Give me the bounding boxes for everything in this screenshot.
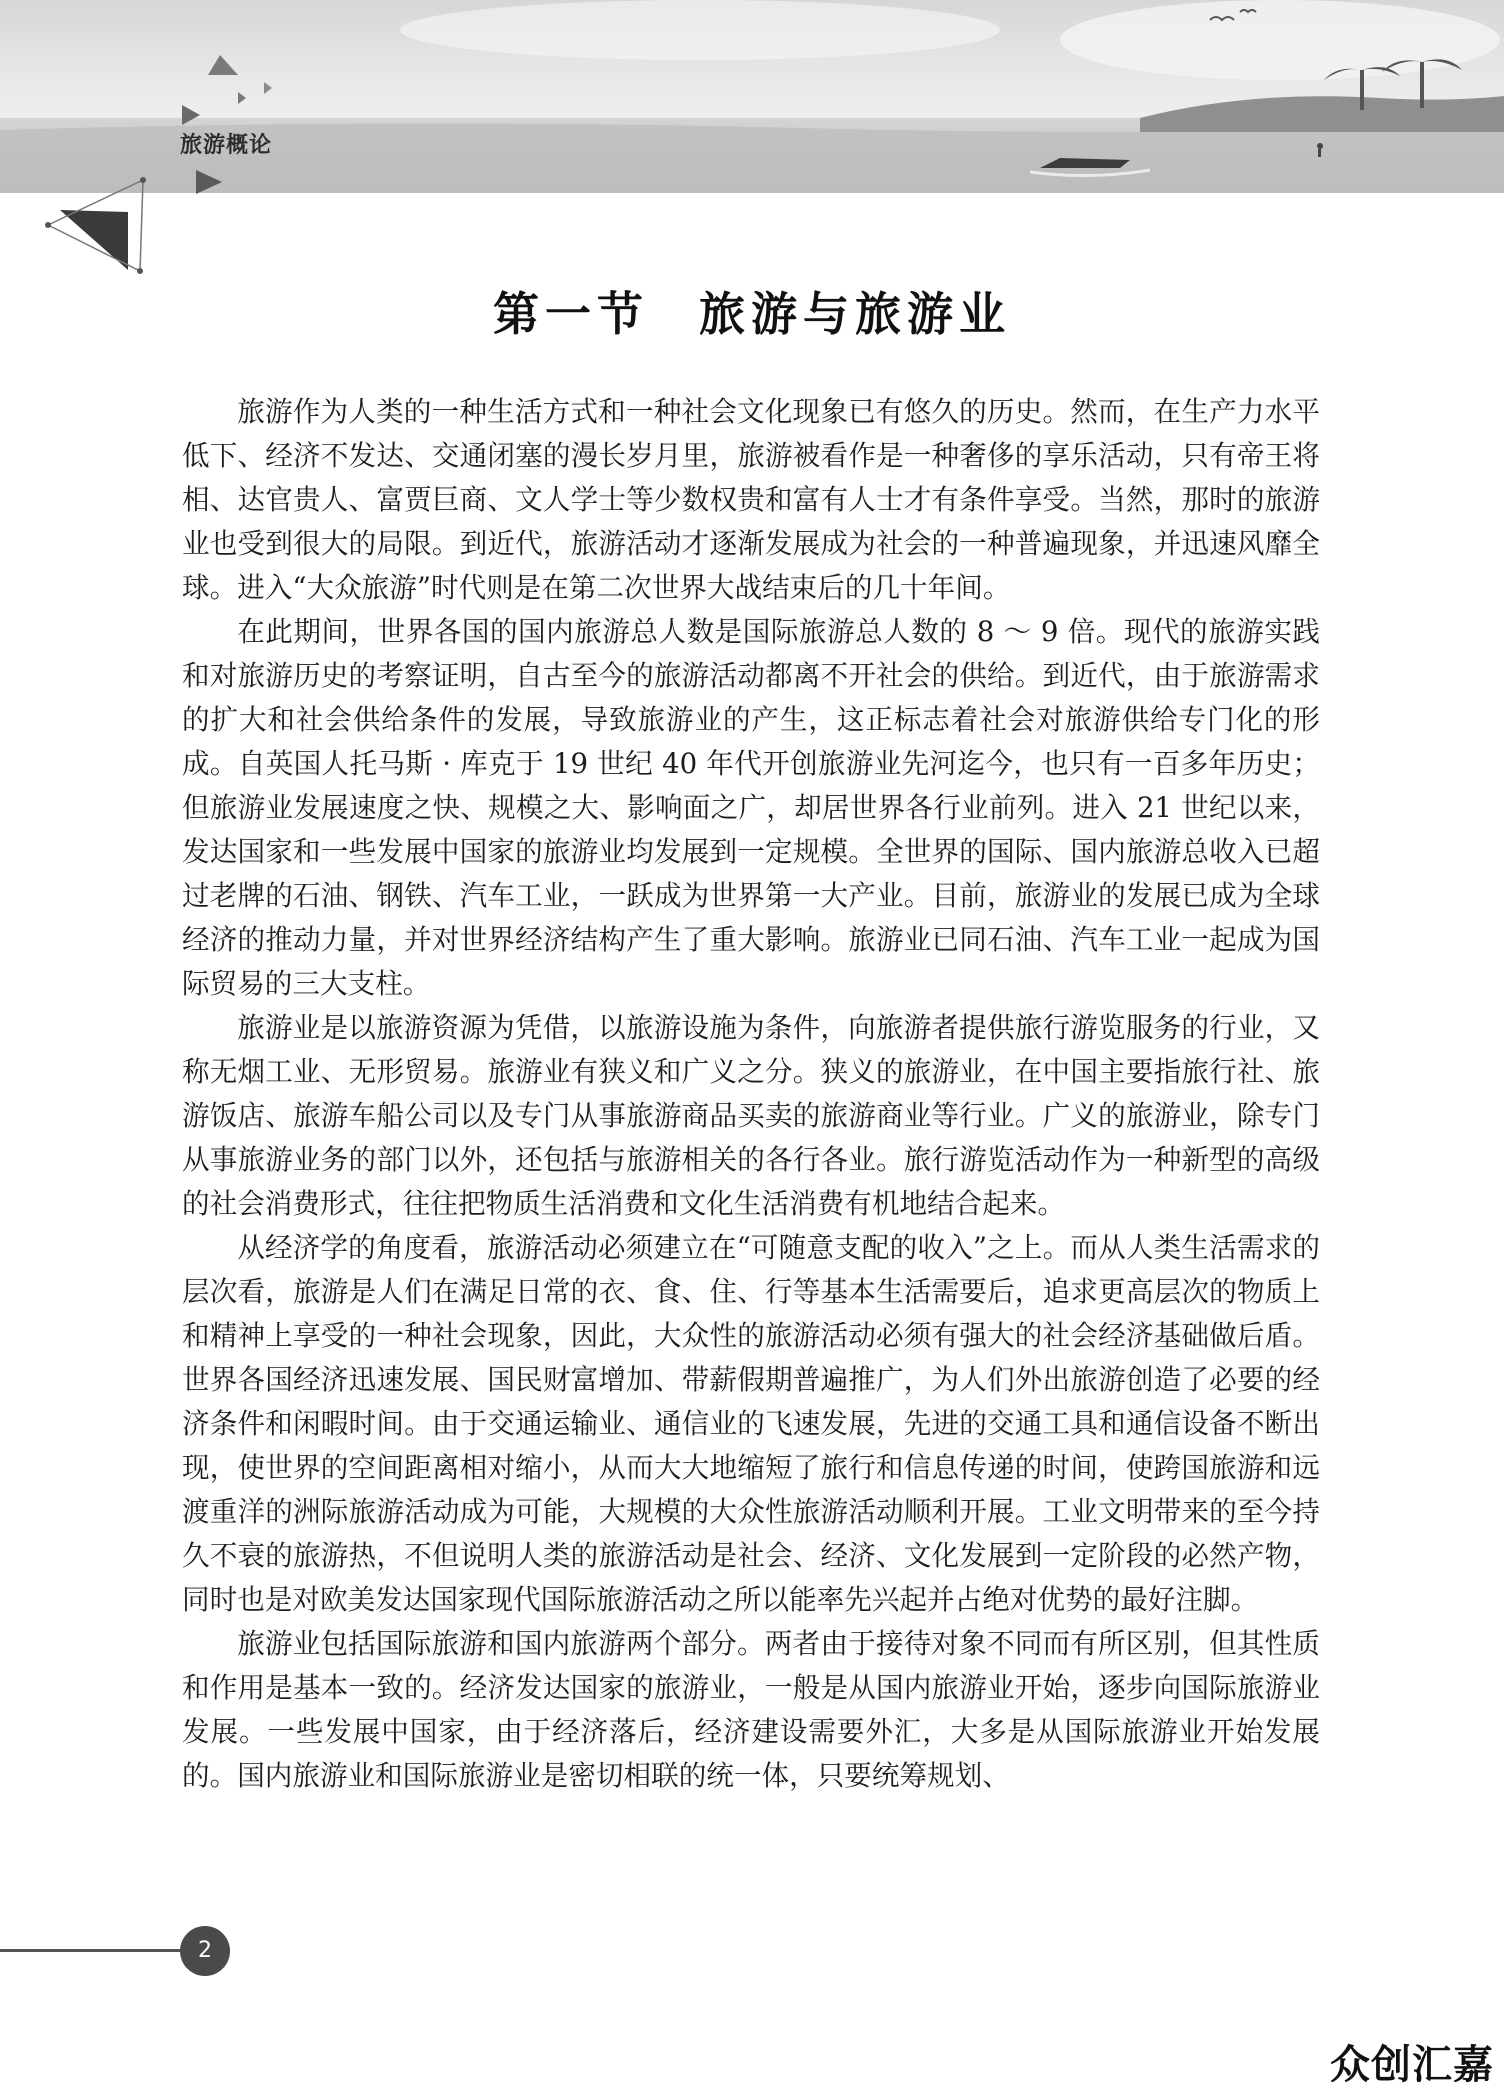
- footer-rule: [0, 1949, 195, 1952]
- body-text: [182, 390, 1320, 1798]
- paragraph: 从经济学的角度看，旅游活动必须建立在“可随意支配的收入”之上。而从人类生活需求的层次看，旅游是人们在满足日常的衣、食、住、行等基本生活需要后，追求更高层次的物质上和精神上享受的一种社会现象，因此，大众性的旅游活动必须有强大的社会经济基础做后盾。世界各国经济迅速发展、国民财富增加、带薪假期普遍推广，为人们外出旅游创造了必要的经济条件和闲暇时间。由于交通运输业、通信业的飞速发展，先进的交通工具和通信设备不断出现，使世界的空间距离相对缩小，从而大大地缩短了旅行和信息传递的时间，使跨国旅游和远渡重洋的洲际旅游活动成为可能，大规模的大众性旅游活动顺利开展。工业文明带来的至今持久不衰的旅游热，不但说明人类的旅游活动是社会、经济、文化发展到一定阶段的必然产物，同时也是对欧美发达国家现代国际旅游活动之所以能率先兴起并占绝对优势的最好注脚。: [182, 1231, 1320, 1616]
- watermark: 众创汇嘉: [1330, 2042, 1494, 2088]
- running-head: 旅游概论: [180, 133, 273, 158]
- paragraph: 旅游作为人类的一种生活方式和一种社会文化现象已有悠久的历史。然而，在生产力水平低下、经济不发达、交通闭塞的漫长岁月里，旅游被看作是一种奢侈的享乐活动，只有帝王将相、达官贵人、富贾巨商、文人学士等少数权贵和富有人士才有条件享受。当然，那时的旅游业也受到很大的局限。到近代，旅游活动才逐渐发展成为社会的一种普遍现象，并迅速风靡全球。进入“大众旅游”时代则是在第二次世界大战结束后的几十年间。: [182, 395, 1320, 604]
- section-name: 旅游与旅游业: [699, 287, 1011, 341]
- paragraph: 旅游业包括国际旅游和国内旅游两个部分。两者由于接待对象不同而有所区别，但其性质和作用是基本一致的。经济发达国家的旅游业，一般是从国内旅游业开始，逐步向国际旅游业发展。一些发展中国家，由于经济落后，经济建设需要外汇，大多是从国际旅游业开始发展的。国内旅游业和国际旅游业是密切相联的统一体，只要统筹规划、: [182, 1627, 1320, 1792]
- paragraph: 在此期间，世界各国的国内旅游总人数是国际旅游总人数的 8 ～ 9 倍。现代的旅游实践和对旅游历史的考察证明，自古至今的旅游活动都离不开社会的供给。到近代，由于旅游需求的扩大和社会供给条件的发展，导致旅游业的产生，这正标志着社会对旅游供给专门化的形成。自英国人托马斯 · 库克于 19 世纪 40 年代开创旅游业先河迄今，也只有一百多年历史；但旅游业发展速度之快、规模之大、影响面之广，却居世界各行业前列。进入 21 世纪以来，发达国家和一些发展中国家的旅游业均发展到一定规模。全世界的国际、国内旅游总收入已超过老牌的石油、钢铁、汽车工业，一跃成为世界第一大产业。目前，旅游业的发展已成为全球经济的推动力量，并对世界经济结构产生了重大影响。旅游业已同石油、汽车工业一起成为国际贸易的三大支柱。: [182, 615, 1320, 1000]
- page-number: 2: [180, 1926, 230, 1976]
- section-number: 第一节: [493, 287, 649, 341]
- paragraph: 旅游业是以旅游资源为凭借，以旅游设施为条件，向旅游者提供旅行游览服务的行业，又称无烟工业、无形贸易。旅游业有狭义和广义之分。狭义的旅游业，在中国主要指旅行社、旅游饭店、旅游车船公司以及专门从事旅游商品买卖的旅游商业等行业。广义的旅游业，除专门从事旅游业务的部门以外，还包括与旅游相关的各行各业。旅行游览活动作为一种新型的高级的社会消费形式，往往把物质生活消费和文化生活消费有机地结合起来。: [182, 1011, 1320, 1220]
- section-title: [0, 278, 1504, 344]
